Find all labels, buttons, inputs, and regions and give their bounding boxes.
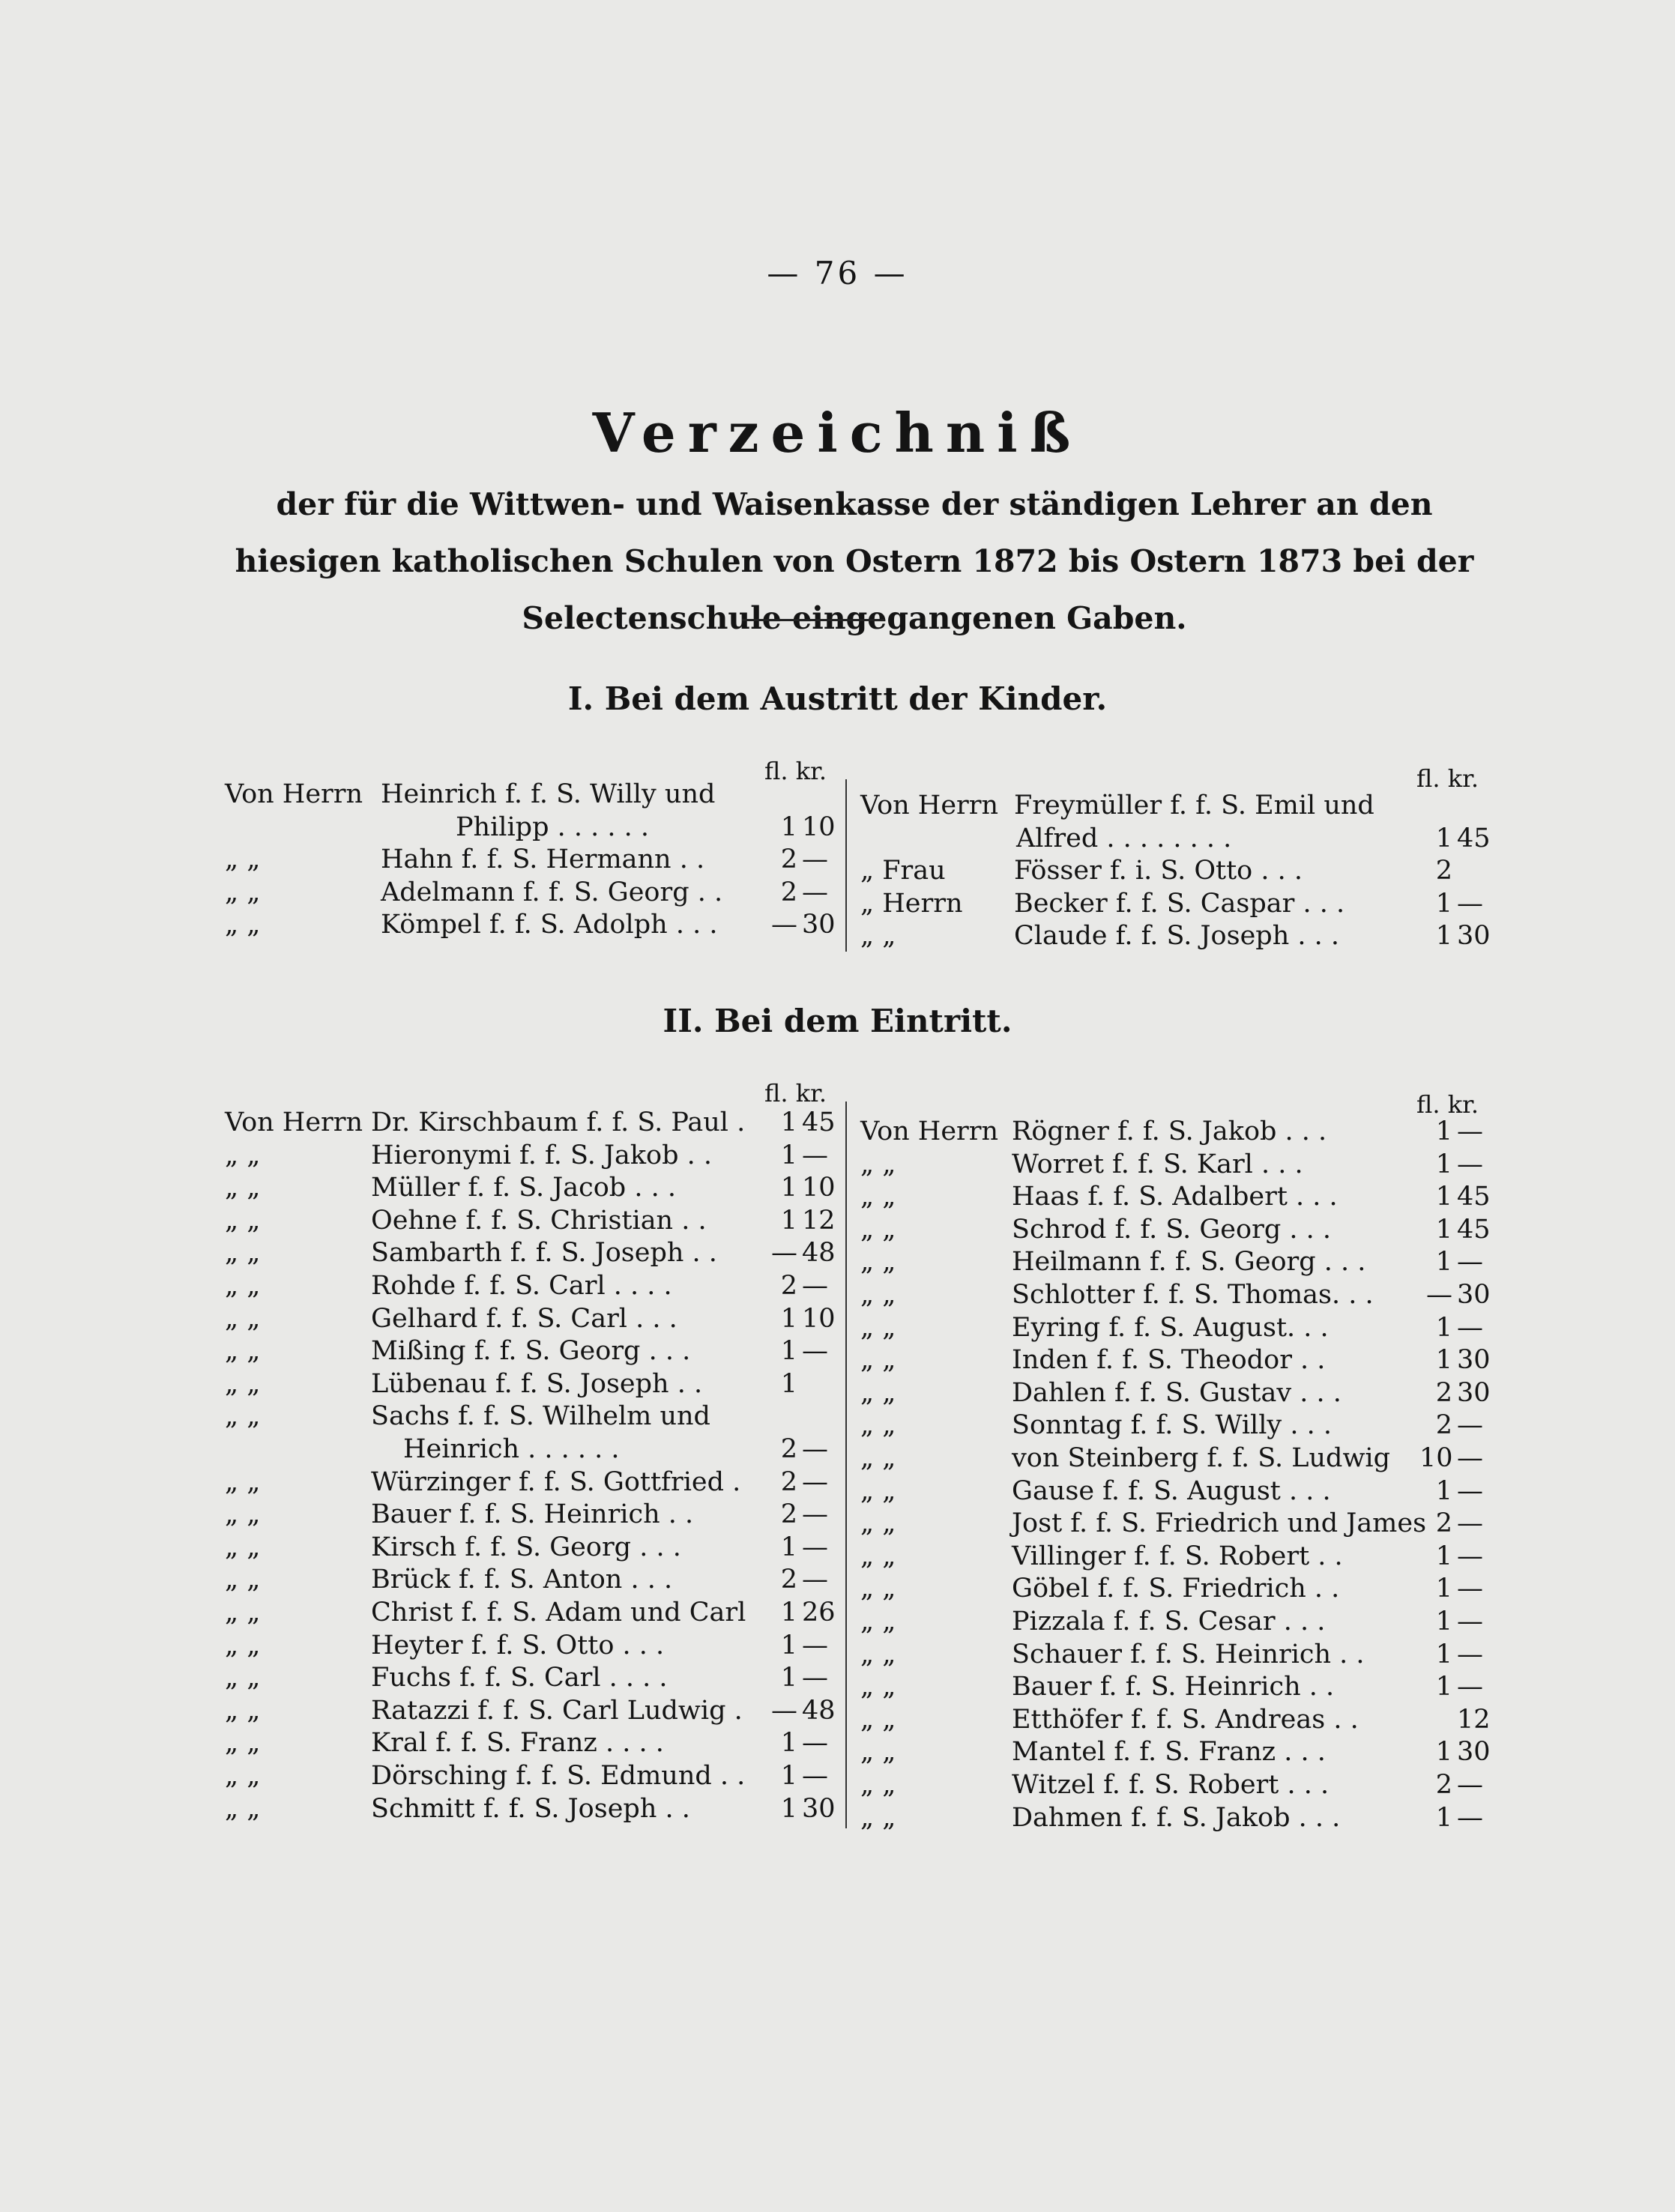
salutation: „ „ (225, 1466, 261, 1497)
donation-row (225, 844, 839, 879)
amount-fl: 2 (1435, 1770, 1452, 1800)
donation-row (225, 1271, 839, 1305)
salutation: „ Herrn (860, 888, 963, 919)
kr-header: kr. (1447, 1090, 1479, 1119)
salutation: „ „ (225, 1499, 261, 1530)
amount-kr: — (802, 1499, 828, 1530)
donation-row (860, 1672, 1482, 1706)
amount-kr: — (1457, 1475, 1483, 1506)
page-title: Verzeichniß (592, 401, 1083, 465)
amount-kr: — (1457, 1770, 1483, 1800)
donor-name: Worret f. f. S. Karl . . . (1012, 1149, 1303, 1179)
donor-name: Alfred . . . . . . . . (1016, 823, 1232, 853)
donor-name: Freymüller f. f. S. Emil und (1014, 791, 1374, 821)
salutation: „ „ (225, 910, 261, 940)
amount-fl: 2 (780, 877, 797, 907)
amount-fl: 2 (1435, 1508, 1452, 1539)
amount-kr: 30 (802, 910, 836, 940)
fl-header: fl. (764, 757, 788, 785)
column-header-left (764, 1079, 827, 1107)
salutation: „ „ (225, 1793, 261, 1824)
amount-fl: 1 (780, 1532, 797, 1562)
amount-fl: 1 (1435, 1116, 1452, 1146)
salutation: „ „ (860, 1280, 896, 1310)
salutation: „ „ (225, 1140, 261, 1170)
donor-name: Heinrich . . . . . . (403, 1434, 620, 1464)
donation-row (225, 1696, 839, 1730)
donation-row (225, 1434, 839, 1469)
amount-fl: 1 (780, 812, 797, 842)
salutation: „ „ (225, 1695, 261, 1726)
amount-kr: 45 (1457, 1182, 1491, 1212)
donor-name: Heinrich f. f. S. Willy und (381, 779, 716, 809)
donor-name: Christ f. f. S. Adam und Carl (371, 1598, 746, 1628)
donor-name: Witzel f. f. S. Robert . . . (1012, 1770, 1330, 1800)
amount-fl: 2 (780, 1499, 797, 1530)
amount-fl: 2 (780, 1271, 797, 1301)
donor-name: Adelmann f. f. S. Georg . . (381, 877, 723, 907)
amount-fl: 1 (780, 1761, 797, 1791)
donor-name: Heyter f. f. S. Otto . . . (371, 1630, 665, 1660)
donor-name: Becker f. f. S. Caspar . . . (1014, 888, 1345, 919)
donation-row (860, 1410, 1482, 1445)
amount-fl: 1 (1435, 1182, 1452, 1212)
donation-row (860, 1574, 1482, 1608)
salutation: „ „ (860, 1377, 896, 1408)
amount-kr: — (802, 1271, 828, 1301)
amount-fl: 1 (1435, 1802, 1452, 1833)
donor-name: Sambarth f. f. S. Joseph . . (371, 1238, 717, 1269)
fl-header: fl. (764, 1079, 788, 1107)
amount-fl: — (1426, 1280, 1452, 1310)
section-heading-austritt: I. Bei dem Austritt der Kinder. (567, 680, 1108, 717)
salutation: Von Herrn (860, 791, 999, 821)
donation-row (860, 856, 1482, 890)
donation-row (225, 779, 839, 814)
amount-kr: 45 (1457, 1214, 1491, 1245)
donation-row (860, 1214, 1491, 1249)
salutation: „ „ (225, 1303, 261, 1334)
amount-fl: 1 (1435, 1574, 1452, 1604)
amount-fl: 1 (1435, 1639, 1452, 1669)
donor-name: Hieronymi f. f. S. Jakob . . (371, 1140, 713, 1170)
donor-name: Mißing f. f. S. Georg . . . (371, 1336, 691, 1367)
amount-kr: — (1457, 1247, 1483, 1278)
salutation: Von Herrn (225, 1107, 363, 1137)
amount-kr: 45 (802, 1107, 836, 1137)
amount-kr: 30 (1457, 921, 1491, 952)
amount-fl: 1 (1435, 1214, 1452, 1245)
salutation: „ „ (225, 1336, 261, 1367)
salutation: „ Frau (860, 856, 946, 886)
donation-row (860, 1313, 1482, 1347)
amount-kr: 10 (802, 1303, 836, 1334)
salutation: „ „ (860, 1672, 896, 1702)
salutation: Von Herrn (225, 779, 363, 809)
donation-row (860, 1737, 1491, 1771)
salutation: „ „ (860, 1541, 896, 1571)
donation-row (860, 1345, 1491, 1380)
donation-row (225, 1107, 839, 1142)
amount-fl: 10 (1419, 1443, 1453, 1473)
amount-kr: 10 (802, 812, 836, 842)
salutation: „ „ (860, 1770, 896, 1800)
column-header-right (1416, 1090, 1479, 1119)
title-divider (742, 619, 884, 621)
donor-name: Philipp . . . . . . (456, 812, 649, 842)
donor-name: Sachs f. f. S. Wilhelm und (371, 1401, 710, 1432)
salutation: „ „ (225, 1401, 261, 1432)
amount-fl: 1 (780, 1728, 797, 1759)
section-heading-eintritt: II. Bei dem Eintritt. (663, 1003, 1012, 1039)
amount-kr: — (802, 844, 828, 875)
salutation: Von Herrn (860, 1116, 999, 1146)
column-header-right (1416, 764, 1479, 793)
salutation: „ „ (225, 877, 261, 907)
salutation: „ „ (860, 1508, 896, 1539)
donor-name: Würzinger f. f. S. Gottfried . (371, 1466, 741, 1497)
amount-kr: 30 (1457, 1737, 1491, 1768)
donor-name: Eyring f. f. S. August. . . (1012, 1312, 1329, 1343)
donor-name: Fösser f. i. S. Otto . . . (1014, 856, 1303, 886)
amount-fl: 2 (780, 844, 797, 875)
amount-fl: 2 (1435, 856, 1452, 886)
donor-name: Bauer f. f. S. Heinrich . . (1012, 1672, 1335, 1702)
amount-fl: 1 (780, 1140, 797, 1170)
donor-name: Müller f. f. S. Jacob . . . (371, 1173, 676, 1203)
amount-fl: 2 (780, 1466, 797, 1497)
amount-kr: 30 (1457, 1280, 1491, 1310)
donor-name: Göbel f. f. S. Friedrich . . (1012, 1574, 1340, 1604)
amount-kr: — (1457, 1443, 1483, 1473)
salutation: „ „ (860, 1182, 896, 1212)
donation-row (225, 1140, 839, 1175)
salutation: „ „ (860, 1149, 896, 1179)
amount-kr: — (1457, 1410, 1483, 1441)
amount-kr: — (802, 1728, 828, 1759)
donor-name: Heilmann f. f. S. Georg . . . (1012, 1247, 1366, 1278)
donation-row (225, 1304, 839, 1338)
salutation: „ „ (225, 1598, 261, 1628)
amount-fl: 1 (780, 1793, 797, 1824)
amount-kr: — (1457, 1672, 1483, 1702)
donor-name: Bauer f. f. S. Heinrich . . (371, 1499, 694, 1530)
amount-fl: 2 (1435, 1377, 1452, 1408)
amount-kr: — (1457, 1574, 1483, 1604)
donation-row (225, 1794, 839, 1828)
amount-kr: 48 (802, 1695, 836, 1726)
donor-name: Claude f. f. S. Joseph . . . (1014, 921, 1339, 952)
donor-name: Lübenau f. f. S. Joseph . . (371, 1368, 703, 1399)
salutation: „ „ (225, 1663, 261, 1693)
salutation: „ „ (225, 1728, 261, 1759)
donor-name: von Steinberg f. f. S. Ludwig (1012, 1443, 1391, 1473)
amount-kr: — (802, 1630, 828, 1660)
salutation: „ „ (860, 1802, 896, 1833)
salutation: „ „ (225, 1532, 261, 1562)
amount-fl: 2 (780, 1434, 797, 1464)
donation-row (225, 1336, 839, 1371)
donor-name: Hahn f. f. S. Hermann . . (381, 844, 705, 875)
salutation: „ „ (860, 1639, 896, 1669)
amount-fl: — (771, 1695, 797, 1726)
amount-kr: — (1457, 1312, 1483, 1343)
amount-fl: 2 (780, 1565, 797, 1595)
donation-row (860, 1803, 1482, 1837)
salutation: „ „ (860, 1214, 896, 1245)
donor-name: Dahlen f. f. S. Gustav . . . (1012, 1377, 1341, 1408)
donation-row (225, 877, 839, 912)
donor-name: Mantel f. f. S. Franz . . . (1012, 1737, 1326, 1768)
kr-header: kr. (795, 757, 827, 785)
salutation: „ „ (860, 1475, 896, 1506)
donor-name: Kirsch f. f. S. Georg . . . (371, 1532, 681, 1562)
amount-fl: 1 (1435, 1541, 1452, 1571)
donor-name: Fuchs f. f. S. Carl . . . . (371, 1663, 668, 1693)
amount-kr: — (802, 877, 828, 907)
amount-kr: 10 (802, 1173, 836, 1203)
amount-kr: — (802, 1434, 828, 1464)
salutation: „ „ (225, 1630, 261, 1660)
amount-kr: 48 (802, 1238, 836, 1269)
donor-name: Schrod f. f. S. Georg . . . (1012, 1214, 1331, 1245)
donation-row (860, 1476, 1482, 1511)
donor-name: Rögner f. f. S. Jakob . . . (1012, 1116, 1327, 1146)
amount-kr: — (802, 1532, 828, 1562)
donation-row (860, 791, 1482, 825)
donor-name: Schlotter f. f. S. Thomas. . . (1012, 1280, 1374, 1310)
amount-fl: 1 (780, 1173, 797, 1203)
amount-fl: 1 (1435, 921, 1452, 952)
salutation: „ „ (860, 1443, 896, 1473)
amount-kr: 30 (1457, 1345, 1491, 1376)
donation-row (225, 1631, 839, 1665)
salutation: „ „ (225, 1271, 261, 1301)
amount-fl: 1 (1435, 888, 1452, 919)
amount-fl: — (771, 910, 797, 940)
amount-kr: 26 (802, 1598, 836, 1628)
kr-header: kr. (1447, 764, 1479, 793)
amount-fl: 1 (780, 1630, 797, 1660)
donor-name: Dahmen f. f. S. Jakob . . . (1012, 1802, 1341, 1833)
donation-row (860, 1704, 1491, 1739)
amount-fl: 1 (1435, 1607, 1452, 1637)
amount-kr: — (1457, 1607, 1483, 1637)
salutation: „ „ (225, 1368, 261, 1399)
donation-row (225, 1369, 839, 1403)
donation-row (860, 1541, 1482, 1576)
donation-row (225, 910, 839, 944)
salutation: „ „ (860, 1737, 896, 1768)
column-divider-2 (845, 1102, 847, 1828)
amount-fl: 1 (1435, 1737, 1452, 1768)
salutation: „ „ (860, 1607, 896, 1637)
amount-kr: — (802, 1336, 828, 1367)
salutation: „ „ (860, 1247, 896, 1278)
salutation: „ „ (860, 921, 896, 952)
donation-row (860, 1247, 1482, 1281)
donor-name: Pizzala f. f. S. Cesar . . . (1012, 1607, 1326, 1637)
amount-fl: 1 (1435, 1345, 1452, 1376)
donation-row (860, 1640, 1482, 1674)
amount-fl: 2 (1435, 1410, 1452, 1441)
donation-row (860, 1182, 1491, 1216)
donation-row (860, 1607, 1482, 1641)
donation-row (860, 1116, 1482, 1151)
donor-name: Brück f. f. S. Anton . . . (371, 1565, 673, 1595)
salutation: „ „ (225, 1565, 261, 1595)
amount-fl: 1 (780, 1336, 797, 1367)
donor-name: Gelhard f. f. S. Carl . . . (371, 1303, 677, 1334)
donation-row (225, 1401, 839, 1436)
donation-row (860, 1377, 1491, 1412)
donation-row (225, 1238, 839, 1272)
donation-row (225, 1173, 839, 1207)
fl-header: fl. (1416, 764, 1440, 793)
amount-fl: — (771, 1238, 797, 1269)
amount-kr: — (802, 1663, 828, 1693)
donation-row (860, 1280, 1491, 1314)
page-subtitle: der für die Wittwen- und Waisenkasse der ständigen Lehrer an den hiesigen katholischen Schulen von Ostern 1872 bis Ostern 1873 bei der Selectenschule eingegangenen Gaben. (235, 486, 1474, 636)
donor-name: Rohde f. f. S. Carl . . . . (371, 1271, 672, 1301)
amount-kr: — (1457, 1508, 1483, 1539)
donation-row (860, 1508, 1482, 1543)
donor-name: Dörsching f. f. S. Edmund . . (371, 1761, 746, 1791)
salutation: „ „ (225, 844, 261, 875)
salutation: „ „ (860, 1345, 896, 1376)
salutation: „ „ (860, 1312, 896, 1343)
donation-row (225, 1532, 839, 1567)
amount-kr: — (1457, 1802, 1483, 1833)
donation-row (225, 1663, 839, 1697)
amount-kr: — (1457, 1116, 1483, 1146)
amount-fl: 1 (1435, 1312, 1452, 1343)
salutation: „ „ (225, 1173, 261, 1203)
donor-name: Etthöfer f. f. S. Andreas . . (1012, 1704, 1359, 1735)
amount-kr: — (802, 1140, 828, 1170)
amount-kr: — (802, 1466, 828, 1497)
donation-row (225, 1761, 839, 1795)
donation-row (860, 1443, 1482, 1478)
donor-name: Schmitt f. f. S. Joseph . . (371, 1793, 690, 1824)
salutation: „ „ (225, 1238, 261, 1269)
amount-fl: 1 (1435, 1672, 1452, 1702)
amount-kr: 45 (1457, 823, 1491, 853)
column-divider-1 (845, 779, 847, 952)
amount-fl: 1 (780, 1663, 797, 1693)
salutation: „ „ (860, 1574, 896, 1604)
amount-kr: — (1457, 888, 1483, 919)
amount-kr: — (802, 1761, 828, 1791)
amount-kr: 12 (802, 1205, 836, 1236)
donation-row (225, 1728, 839, 1762)
amount-kr: — (1457, 1541, 1483, 1571)
fl-header: fl. (1416, 1090, 1440, 1119)
amount-fl: 1 (780, 1598, 797, 1628)
amount-kr: — (1457, 1639, 1483, 1669)
donation-row (860, 1149, 1482, 1184)
donor-name: Haas f. f. S. Adalbert . . . (1012, 1182, 1338, 1212)
amount-fl: 1 (1435, 1475, 1452, 1506)
donor-name: Kral f. f. S. Franz . . . . (371, 1728, 664, 1759)
amount-fl: 1 (780, 1303, 797, 1334)
amount-kr: 30 (1457, 1377, 1491, 1408)
donation-row (225, 1467, 839, 1502)
donation-row (225, 1598, 839, 1632)
donor-name: Dr. Kirschbaum f. f. S. Paul . (371, 1107, 746, 1137)
donor-name: Inden f. f. S. Theodor . . (1012, 1345, 1326, 1376)
amount-kr: — (1457, 1149, 1483, 1179)
donor-name: Gause f. f. S. August . . . (1012, 1475, 1331, 1506)
donor-name: Sonntag f. f. S. Willy . . . (1012, 1410, 1332, 1441)
page-number: — 76 — (767, 255, 908, 291)
donor-name: Schauer f. f. S. Heinrich . . (1012, 1639, 1365, 1669)
amount-kr: 30 (802, 1793, 836, 1824)
amount-kr: 12 (1457, 1704, 1491, 1735)
amount-fl: 1 (1435, 1149, 1452, 1179)
salutation: „ „ (860, 1410, 896, 1441)
donor-name: Villinger f. f. S. Robert . . (1012, 1541, 1343, 1571)
amount-fl: 1 (780, 1107, 797, 1137)
donation-row (225, 812, 839, 847)
amount-kr: — (802, 1565, 828, 1595)
donor-name: Kömpel f. f. S. Adolph . . . (381, 910, 718, 940)
donation-row (860, 921, 1491, 955)
amount-fl: 1 (780, 1205, 797, 1236)
donation-row (860, 1770, 1482, 1804)
donor-name: Oehne f. f. S. Christian . . (371, 1205, 707, 1236)
salutation: „ „ (860, 1704, 896, 1735)
donation-row (860, 823, 1491, 858)
kr-header: kr. (795, 1079, 827, 1107)
salutation: „ „ (225, 1761, 261, 1791)
donor-name: Ratazzi f. f. S. Carl Ludwig . (371, 1695, 743, 1726)
salutation: „ „ (225, 1205, 261, 1236)
amount-fl: 1 (780, 1368, 797, 1399)
donation-row (225, 1206, 839, 1240)
donation-row (225, 1499, 839, 1534)
amount-fl: 1 (1435, 823, 1452, 853)
donation-row (860, 889, 1482, 923)
donation-row (225, 1565, 839, 1599)
amount-fl: 1 (1435, 1247, 1452, 1278)
donor-name: Jost f. f. S. Friedrich und James (1012, 1508, 1427, 1539)
